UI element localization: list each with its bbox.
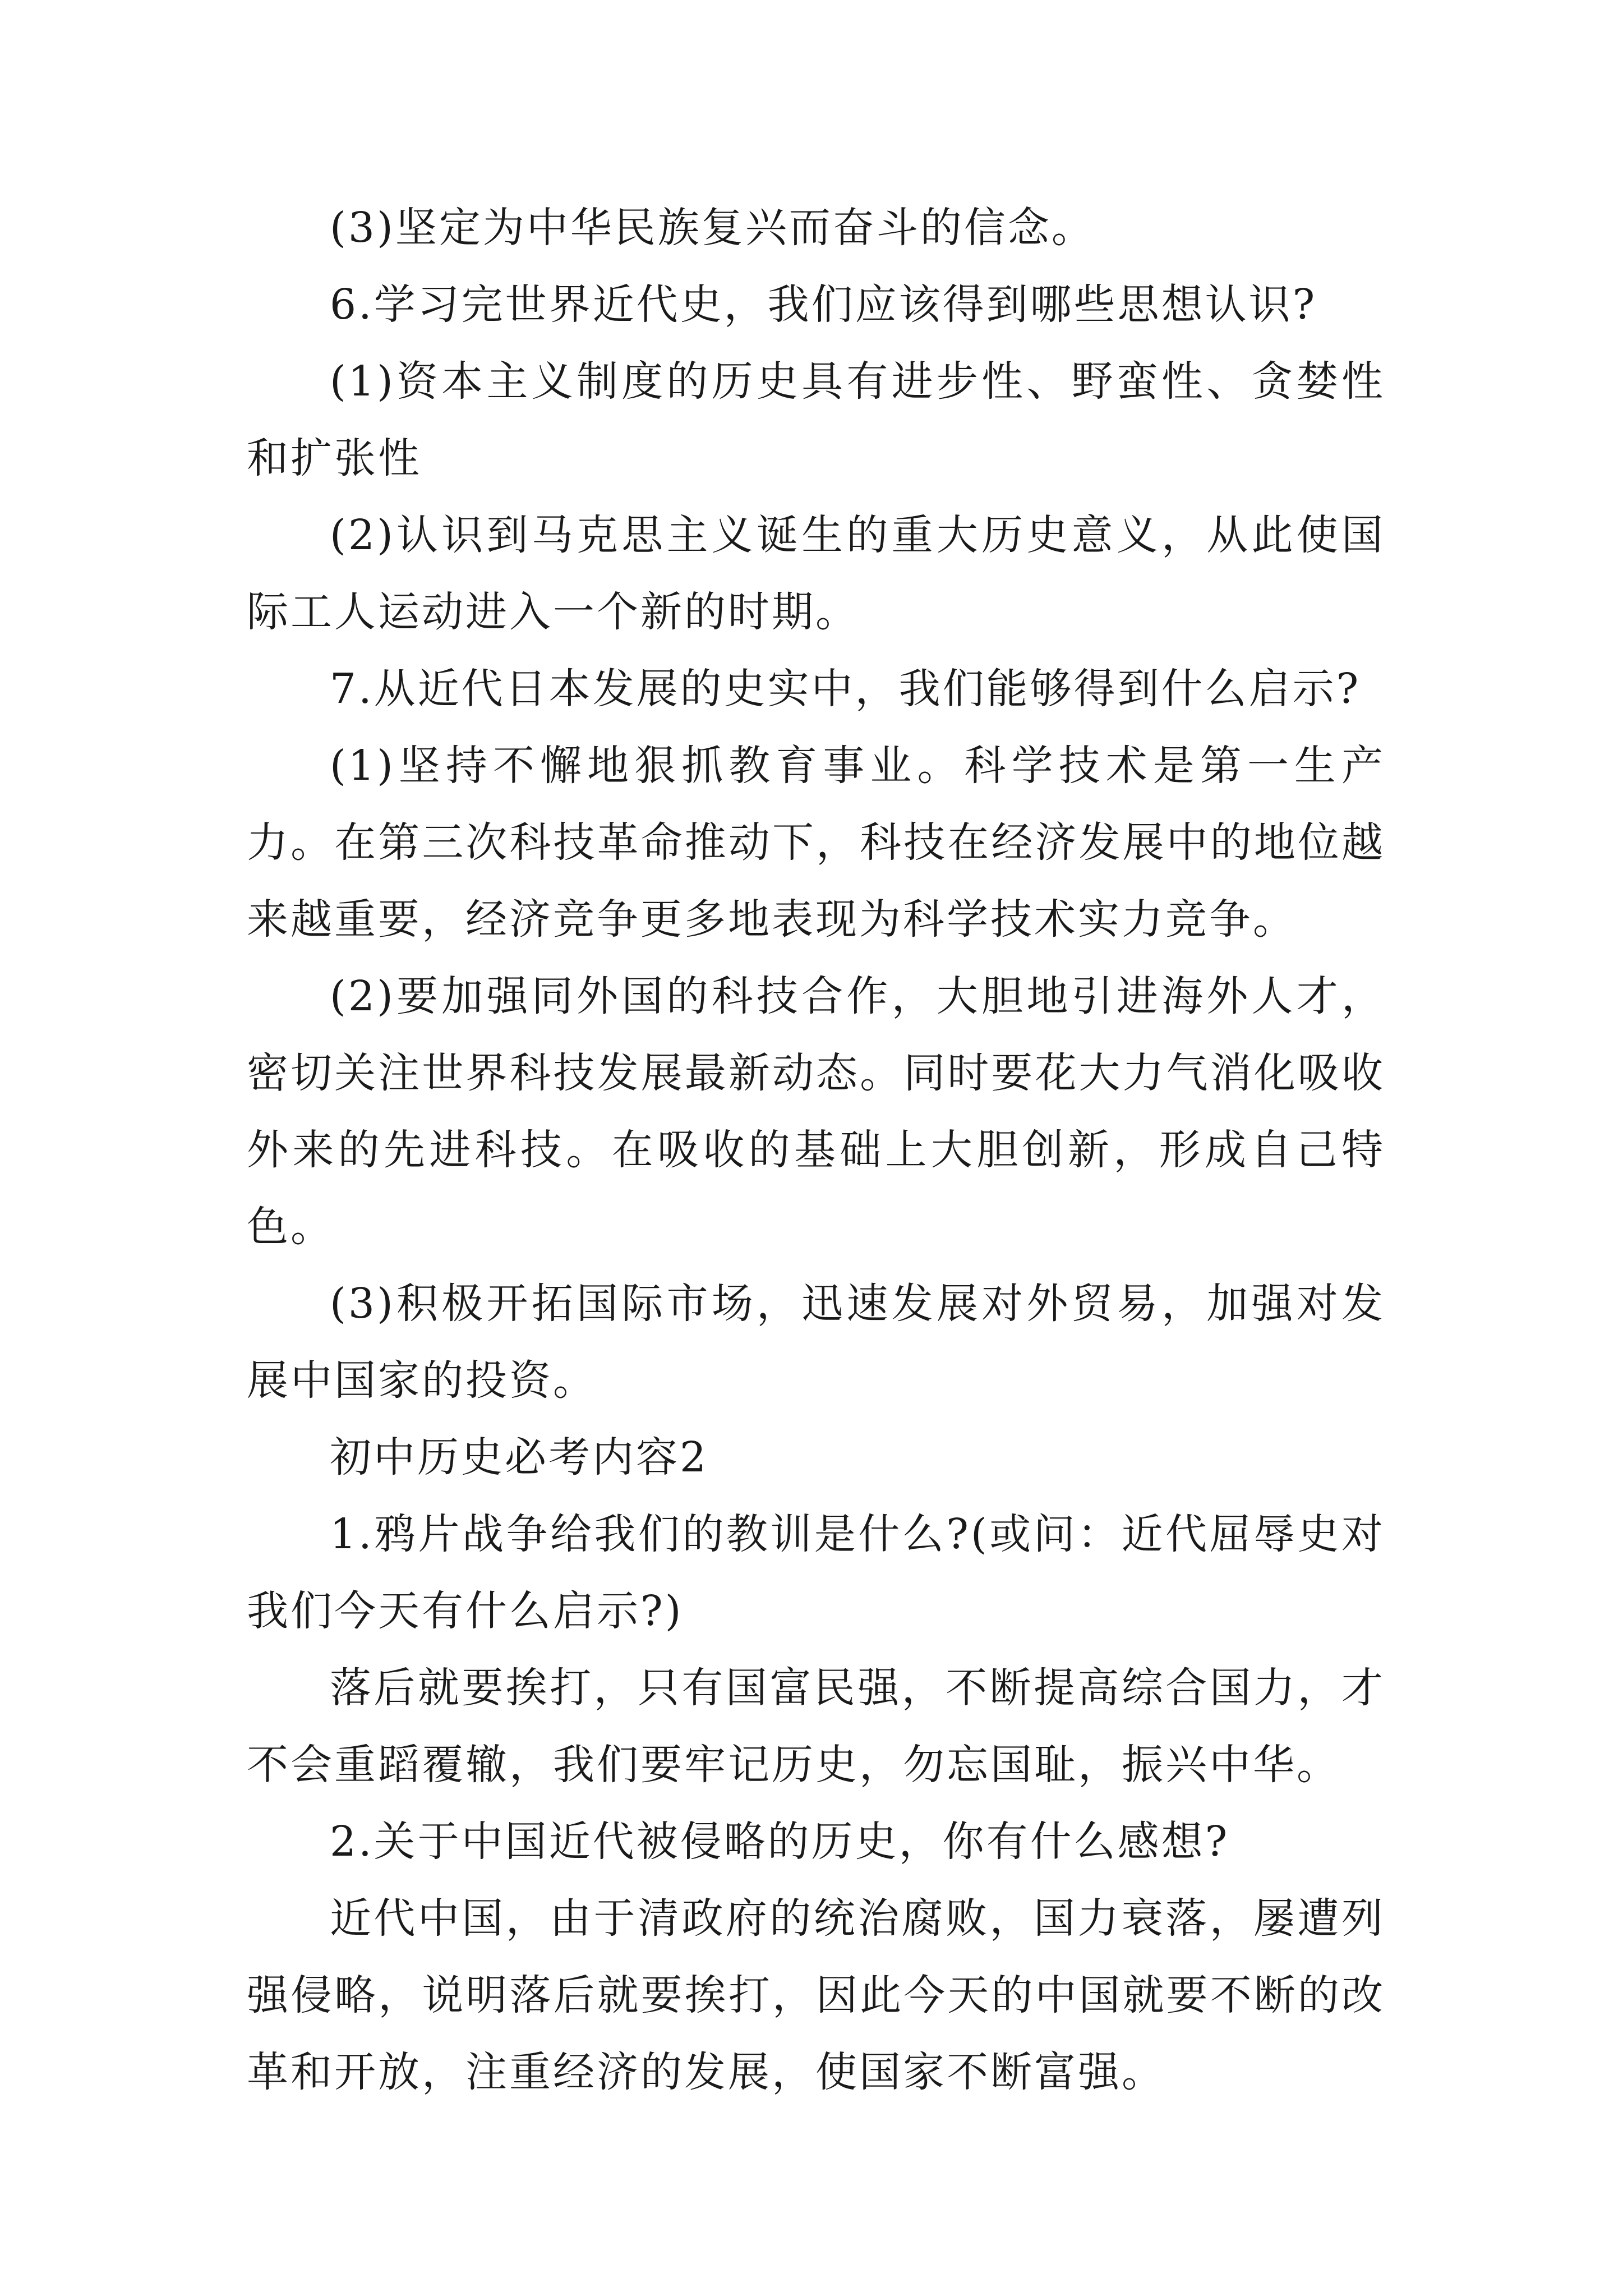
paragraph-modern-china: 近代中国，由于清政府的统治腐败，国力衰落，屡遭列强侵略，说明落后就要挨打，因此今天的中国就要不断的改革和开放，注重经济的发展，使国家不断富强。: [247, 1894, 1385, 2096]
paragraph-capitalism: (1)资本主义制度的历史具有进步性、野蛮性、贪婪性和扩张性: [247, 357, 1385, 482]
question-6-heading: 6.学习完世界近代史，我们应该得到哪些思想认识?: [330, 280, 1317, 329]
paragraph-cooperation: (2)要加强同外国的科技合作，大胆地引进海外人才，密切关注世界科技发展最新动态。同时要花大力气消化吸收外来的先进科技。在吸收的基础上大胆创新，形成自己特色。: [247, 972, 1385, 1251]
document-body: [247, 190, 1385, 2111]
paragraph-lesson: 落后就要挨打，只有国富民强，不断提高综合国力，才不会重蹈覆辙，我们要牢记历史，勿忘国耻，振兴中华。: [247, 1664, 1385, 1789]
paragraph-belief: (3)坚定为中华民族复兴而奋斗的信念。: [330, 204, 1095, 252]
paragraph-trade: (3)积极开拓国际市场，迅速发展对外贸易，加强对发展中国家的投资。: [247, 1280, 1385, 1405]
question-1-heading: 1.鸦片战争给我们的教训是什么?(或问：近代屈辱史对我们今天有什么启示?): [247, 1510, 1385, 1635]
paragraph-education: (1)坚持不懈地狠抓教育事业。科学技术是第一生产力。在第三次科技革命推动下，科技在经济发展中的地位越来越重要，经济竞争更多地表现为科学技术实力竞争。: [247, 742, 1385, 944]
question-2-heading: 2.关于中国近代被侵略的历史，你有什么感想?: [330, 1818, 1230, 1866]
question-7-heading: 7.从近代日本发展的史实中，我们能够得到什么启示?: [330, 665, 1361, 713]
paragraph-marxism: (2)认识到马克思主义诞生的重大历史意义，从此使国际工人运动进入一个新的时期。: [247, 511, 1385, 636]
section-heading: 初中历史必考内容2: [330, 1433, 709, 1481]
